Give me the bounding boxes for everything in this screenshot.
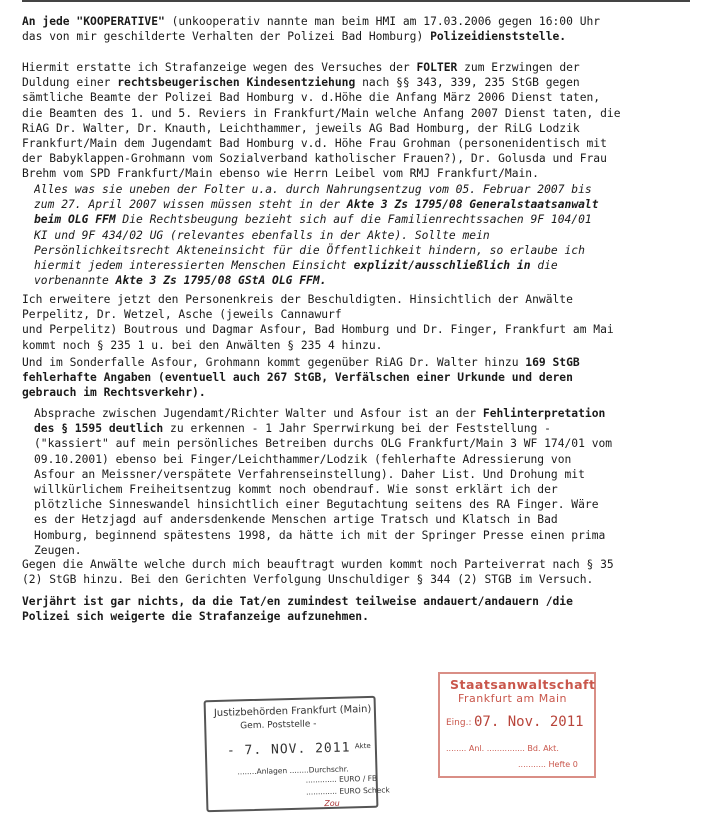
text-line	[22, 385, 690, 400]
text-run: die Beamten des 1. und 5. Reviers in Frankfurt/Main welche Anfang 2007 Dienst taten, die	[22, 106, 621, 120]
text-run: das von mir geschilderte Verhalten der Polizei Bad Homburg)	[22, 30, 431, 44]
text-run: Ich erweitere jetzt den Personenkreis der Beschuldigten. Hinsichtlich der Anwälte	[22, 293, 573, 306]
paragraph-agreement	[34, 406, 684, 558]
text-run: zum 27. April 2007 wissen müssen steht in der	[34, 198, 347, 212]
text-run: Asfour an Meissner/verspätete Verfahrenseinstellung). Daher List. Und Drohung mit	[34, 467, 585, 481]
bold-text-run: Polizeidienststelle.	[430, 30, 567, 44]
text-line	[22, 355, 690, 370]
text-run: der Babyklappen-Grohmann vom Sozialverband katholischer Frauen?), Dr. Golusda und Frau	[22, 152, 607, 166]
bold-text-run: Fehlinterpretation	[482, 407, 606, 420]
court-mailroom-stamp	[204, 696, 390, 812]
text-line	[22, 106, 690, 121]
text-line	[34, 182, 684, 197]
paragraph-extension	[22, 292, 690, 353]
bold-text-run: rechtsbeugerischen Kindesentziehung	[117, 76, 356, 90]
bold-text-run: 169 StGB	[525, 356, 580, 369]
text-run: ("kassiert" auf mein persönliches Betreiben durchs OLG Frankfurt/Main 3 WF 174/01 vom	[34, 437, 613, 451]
stamp-left-attachments: ........Anlagen ........Durchschr.	[237, 764, 349, 777]
text-line	[34, 228, 684, 243]
paragraph-complaint	[22, 60, 690, 182]
text-line	[22, 29, 690, 44]
bold-text-run: Akte 3 Zs 1795/08 GStA OLG FFM.	[115, 274, 327, 288]
text-line	[22, 594, 690, 609]
text-run: willkürlichem Freiheitsentzug kommt noch obendrauf. Wie sonst erklärt ich der	[34, 483, 558, 497]
text-line	[34, 512, 684, 527]
text-line	[22, 151, 690, 166]
stamp-left-euro-fb: ............. EURO / FB	[305, 773, 378, 785]
text-line	[34, 273, 684, 288]
text-run: Zeugen.	[34, 543, 82, 557]
text-run: Hiermit erstatte ich Strafanzeige wegen des Versuches der	[22, 61, 417, 74]
bold-text-run: des § 1595 deutlich	[34, 422, 164, 436]
stamp-right-subtitle: Frankfurt am Main	[458, 692, 568, 705]
text-run: hiermit jedem interessierten Menschen Einsicht	[34, 259, 354, 273]
stamp-left-euro-scheck: ............. EURO Scheck	[305, 785, 390, 797]
text-run: KI und 9F 434/02 UG (relevantes ebenfalls in der Akte). Sollte mein	[34, 228, 490, 242]
stamp-left-subtitle: Gem. Poststelle -	[240, 719, 317, 732]
bold-text-run: An jede "KOOPERATIVE"	[22, 15, 165, 28]
text-line	[22, 307, 690, 322]
stamp-left-akte: Akte	[354, 741, 371, 751]
text-line	[34, 212, 684, 227]
text-run: Und im Sonderfalle Asfour, Grohmann kommt gegenüber RiAG Dr. Walter hinzu	[22, 356, 526, 369]
text-line	[22, 75, 690, 90]
text-line	[34, 436, 684, 451]
text-line	[34, 258, 684, 273]
bold-text-run: Akte 3 Zs 1795/08 Generalstaatsanwalt	[346, 198, 599, 212]
text-line	[22, 572, 690, 587]
text-line	[34, 243, 684, 258]
text-line	[22, 90, 690, 105]
text-line	[22, 322, 690, 337]
paragraph-special-case	[22, 355, 690, 401]
text-line	[22, 14, 690, 29]
text-run: es der Hetzjagd auf andersdenkende Menschen artige Tratsch und Klatsch in Bad	[34, 513, 558, 527]
text-run: nach §§ 343, 339, 235 StGB gegen	[355, 76, 580, 90]
text-run: sämtliche Beamte der Polizei Bad Homburg v. d.Höhe die Anfang März 2006 Dienst taten,	[22, 91, 601, 105]
stamp-right-eing-label: Eing.:	[446, 718, 472, 728]
text-line	[22, 338, 690, 353]
text-run: Gegen die Anwälte welche durch mich beauftragt wurden kommt noch Parteiverrat nach § 35	[22, 558, 614, 571]
text-run: plötzliche Sinneswandel hinsichtlich einer Begutachtung seitens des RA Finger. Wäre	[34, 498, 599, 512]
bold-text-run: fehlerhafte Angaben (eventuell auch 267 StGB, Verfälschen einer Urkunde und deren	[22, 371, 573, 385]
bold-text-run: explizit/ausschließlich in	[353, 259, 531, 273]
text-run: zum Erzwingen der	[457, 61, 580, 74]
text-run: Homburg, beginnend spätestens 1998, da hätte ich mit der Springer Presse einen prima	[34, 528, 606, 542]
text-line	[22, 136, 690, 151]
bold-text-run: Verjährt ist gar nichts, da die Tat/en zumindest teilweise andauert/andauern /die	[22, 595, 573, 608]
stamp-left-date: - 7. NOV. 2011	[226, 740, 351, 759]
paragraph-addressee	[22, 14, 690, 44]
text-run: Alles was sie uneben der Folter u.a. durch Nahrungsentzug vom 05. Februar 2007 bis	[34, 183, 592, 196]
stamp-right-attachments: ........ Anl. ............... Bd. Akt.	[446, 744, 559, 753]
stamp-right-volumes: ........... Hefte 0	[518, 760, 578, 769]
text-line	[34, 452, 684, 467]
text-line	[22, 60, 690, 75]
text-line	[22, 292, 690, 307]
text-line	[22, 557, 690, 572]
text-line	[22, 609, 690, 624]
stamp-right-title: Staatsanwaltschaft	[450, 677, 596, 692]
text-run: Absprache zwischen Jugendamt/Richter Walter und Asfour ist an der	[34, 407, 483, 420]
text-run: Brehm vom SPD Frankfurt/Main ebenso wie Herrn Leibel vom RMJ Frankfurt/Main.	[22, 167, 539, 181]
text-line	[22, 370, 690, 385]
stamp-right-date: 07. Nov. 2011	[474, 714, 584, 730]
text-line	[34, 528, 684, 543]
stamp-left-initials: Zou	[324, 798, 340, 809]
text-line	[34, 497, 684, 512]
text-run: Frankfurt/Main dem Jugendamt Bad Homburg v.d. Höhe Frau Grohman (personenidentisch mit	[22, 137, 607, 151]
text-run: (unkooperativ nannte man beim HMI am 17.03.2006 gegen 16:00 Uhr	[164, 15, 601, 28]
paragraph-file-reference	[34, 182, 684, 288]
text-run: (2) StGB hinzu. Bei den Gerichten Verfolgung Unschuldiger § 344 (2) STGB im Versuch.	[22, 573, 594, 587]
text-run: die	[530, 259, 558, 273]
bold-text-run: FOLTER	[416, 61, 458, 74]
paragraph-limitation	[22, 594, 690, 624]
text-line	[22, 121, 690, 136]
bold-text-run: Polizei sich weigerte die Strafanzeige aufzunehmen.	[22, 610, 369, 624]
bold-text-run: beim OLG FFM	[34, 213, 116, 227]
text-run: Perpelitz, Dr. Wetzel, Asche (jeweils Cannawurf	[22, 308, 342, 322]
text-line	[34, 467, 684, 482]
text-run: RiAG Dr. Walter, Dr. Knauth, Leichthammer, jeweils AG Bad Homburg, der RiLG Lodzik	[22, 121, 580, 135]
top-rule	[22, 0, 690, 12]
text-run: 09.10.2001) ebenso bei Finger/Leichthammer/Lodzik (fehlerhafte Adressierung von	[34, 452, 572, 466]
text-run: Duldung einer	[22, 76, 118, 90]
text-line	[34, 543, 684, 558]
text-line	[34, 482, 684, 497]
text-run: kommt noch § 235 1 u. bei den Anwälten § 235 4 hinzu.	[22, 338, 383, 352]
text-line	[22, 166, 690, 181]
paragraph-lawyers	[22, 557, 690, 587]
text-run: und Perpelitz) Boutrous und Dagmar Asfour, Bad Homburg und Dr. Finger, Frankfurt am Mai	[22, 323, 614, 337]
text-run: Die Rechtsbeugung bezieht sich auf die Familienrechtssachen 9F 104/01	[115, 213, 592, 227]
stamp-left-title: Justizbehörden Frankfurt (Main)	[213, 703, 372, 720]
prosecutor-receipt-stamp	[438, 672, 596, 778]
text-run: Persönlichkeitsrecht Akteneinsicht für die Öffentlichkeit hindern, so erlaube ich	[34, 243, 585, 257]
text-run: zu erkennen - 1 Jahr Sperrwirkung bei der Feststellung -	[163, 422, 551, 436]
text-run: vorbenannte	[34, 274, 116, 288]
text-line	[34, 197, 684, 212]
bold-text-run: gebrauch im Rechtsverkehr).	[22, 386, 206, 400]
text-line	[34, 406, 684, 421]
text-line	[34, 421, 684, 436]
